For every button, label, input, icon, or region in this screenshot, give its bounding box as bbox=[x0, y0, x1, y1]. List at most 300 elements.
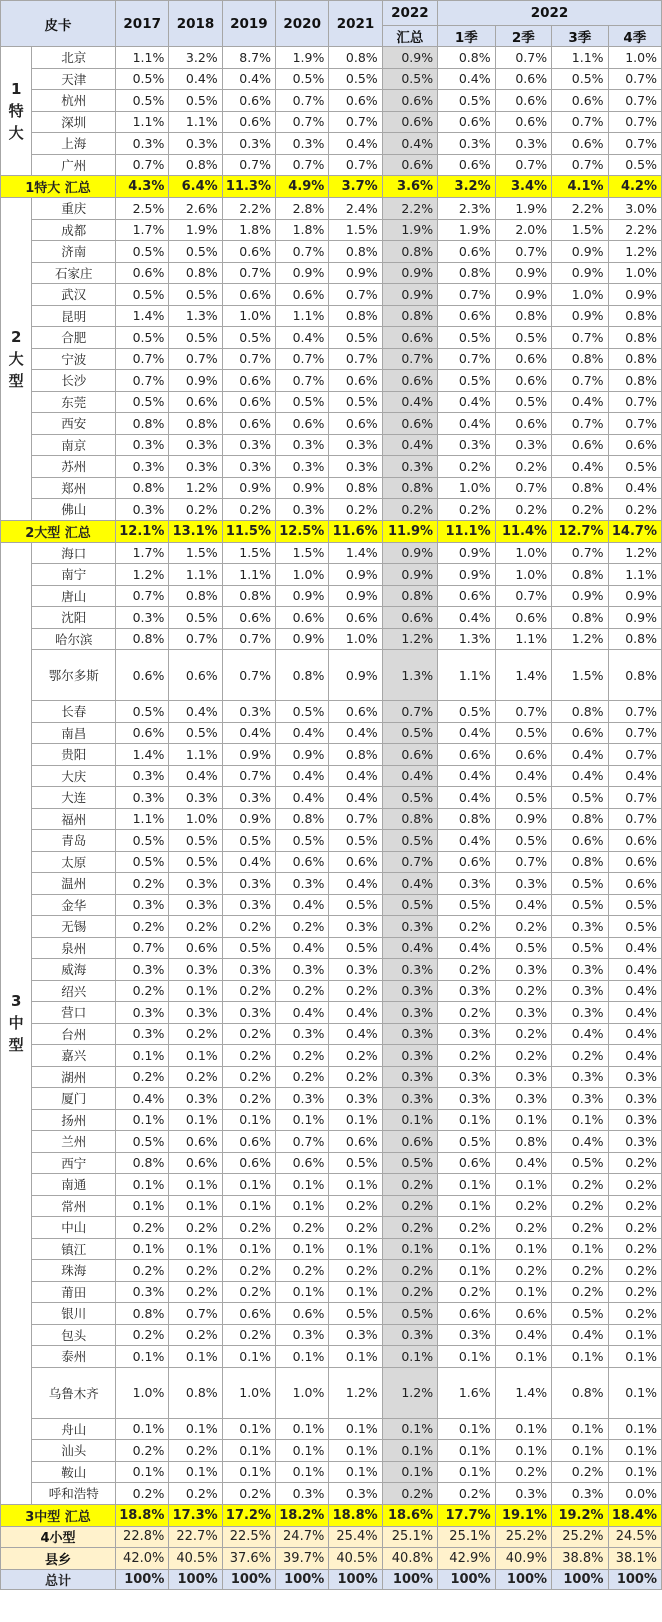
value-cell: 0.1% bbox=[329, 1281, 382, 1303]
value-cell: 0.7% bbox=[222, 628, 275, 650]
header-year-2017: 2017 bbox=[116, 1, 169, 47]
table-row bbox=[1, 585, 662, 607]
value-cell: 0.8% bbox=[382, 241, 437, 263]
header-quarter-2: 2季 bbox=[495, 26, 551, 47]
value-cell: 0.5% bbox=[116, 830, 169, 852]
value-cell: 0.1% bbox=[329, 1418, 382, 1440]
value-cell: 2.3% bbox=[438, 198, 496, 220]
value-cell: 0.1% bbox=[169, 1109, 222, 1131]
value-cell: 0.6% bbox=[222, 370, 275, 392]
value-cell: 0.2% bbox=[438, 916, 496, 938]
value-cell: 0.8% bbox=[382, 808, 437, 830]
value-cell: 0.2% bbox=[116, 1066, 169, 1088]
value-cell: 0.7% bbox=[116, 154, 169, 176]
header-quarter-4: 4季 bbox=[608, 26, 661, 47]
value-cell: 0.2% bbox=[608, 499, 661, 521]
value-cell: 0.3% bbox=[169, 1002, 222, 1024]
table-row bbox=[1, 894, 662, 916]
table-row bbox=[1, 1346, 662, 1368]
value-cell: 0.6% bbox=[329, 851, 382, 873]
value-cell: 0.2% bbox=[495, 1260, 551, 1282]
value-cell: 0.6% bbox=[382, 607, 437, 629]
value-cell: 0.1% bbox=[116, 1045, 169, 1067]
value-cell: 0.9% bbox=[222, 808, 275, 830]
city-name: 青岛 bbox=[32, 830, 116, 852]
value-cell: 0.3% bbox=[329, 434, 382, 456]
city-name: 莆田 bbox=[32, 1281, 116, 1303]
value-cell: 0.4% bbox=[608, 477, 661, 499]
value-cell: 0.1% bbox=[329, 1109, 382, 1131]
subtotal-value: 18.6% bbox=[382, 1504, 437, 1526]
value-cell: 0.3% bbox=[222, 787, 275, 809]
value-cell: 0.3% bbox=[495, 133, 551, 155]
value-cell: 0.3% bbox=[438, 1023, 496, 1045]
value-cell: 0.1% bbox=[608, 1367, 661, 1418]
value-cell: 0.3% bbox=[438, 434, 496, 456]
value-cell: 0.2% bbox=[116, 980, 169, 1002]
value-cell: 0.1% bbox=[276, 1346, 329, 1368]
table-row bbox=[1, 542, 662, 564]
value-cell: 0.8% bbox=[495, 1131, 551, 1153]
table-row bbox=[1, 68, 662, 90]
value-cell: 1.5% bbox=[276, 542, 329, 564]
value-cell: 0.2% bbox=[382, 1174, 437, 1196]
value-cell: 0.8% bbox=[329, 305, 382, 327]
table-row bbox=[1, 765, 662, 787]
value-cell: 0.2% bbox=[116, 1440, 169, 1462]
value-cell: 0.2% bbox=[169, 499, 222, 521]
value-cell: 0.2% bbox=[222, 1023, 275, 1045]
value-cell: 1.0% bbox=[495, 542, 551, 564]
band-value: 25.2% bbox=[552, 1526, 608, 1548]
value-cell: 0.7% bbox=[495, 701, 551, 723]
value-cell: 0.2% bbox=[276, 916, 329, 938]
value-cell: 0.3% bbox=[382, 1023, 437, 1045]
value-cell: 0.6% bbox=[276, 607, 329, 629]
value-cell: 0.3% bbox=[169, 894, 222, 916]
city-name: 大连 bbox=[32, 787, 116, 809]
value-cell: 0.7% bbox=[222, 765, 275, 787]
value-cell: 0.3% bbox=[382, 1088, 437, 1110]
value-cell: 0.1% bbox=[116, 1109, 169, 1131]
value-cell: 0.6% bbox=[495, 1303, 551, 1325]
value-cell: 0.3% bbox=[552, 959, 608, 981]
value-cell: 0.6% bbox=[329, 413, 382, 435]
value-cell: 0.4% bbox=[438, 830, 496, 852]
value-cell: 2.8% bbox=[276, 198, 329, 220]
value-cell: 0.1% bbox=[495, 1281, 551, 1303]
value-cell: 0.1% bbox=[169, 1238, 222, 1260]
value-cell: 0.9% bbox=[329, 650, 382, 701]
value-cell: 1.1% bbox=[222, 564, 275, 586]
value-cell: 1.2% bbox=[329, 1367, 382, 1418]
value-cell: 0.6% bbox=[222, 284, 275, 306]
value-cell: 0.7% bbox=[495, 851, 551, 873]
value-cell: 0.1% bbox=[222, 1195, 275, 1217]
band-value: 42.0% bbox=[116, 1548, 169, 1570]
value-cell: 0.5% bbox=[116, 1131, 169, 1153]
table-row bbox=[1, 722, 662, 744]
value-cell: 0.2% bbox=[552, 1217, 608, 1239]
table-row bbox=[1, 391, 662, 413]
value-cell: 0.2% bbox=[116, 873, 169, 895]
value-cell: 1.1% bbox=[169, 564, 222, 586]
value-cell: 1.9% bbox=[438, 219, 496, 241]
city-name: 合肥 bbox=[32, 327, 116, 349]
value-cell: 0.3% bbox=[116, 787, 169, 809]
value-cell: 0.1% bbox=[222, 1418, 275, 1440]
value-cell: 0.6% bbox=[222, 241, 275, 263]
value-cell: 0.7% bbox=[608, 133, 661, 155]
value-cell: 1.2% bbox=[116, 564, 169, 586]
value-cell: 0.5% bbox=[169, 284, 222, 306]
city-name: 宁波 bbox=[32, 348, 116, 370]
value-cell: 0.3% bbox=[276, 959, 329, 981]
value-cell: 0.8% bbox=[116, 1303, 169, 1325]
value-cell: 0.3% bbox=[495, 434, 551, 456]
subtotal-value: 4.9% bbox=[276, 176, 329, 198]
value-cell: 0.8% bbox=[169, 413, 222, 435]
band-value: 22.8% bbox=[116, 1526, 169, 1548]
value-cell: 0.9% bbox=[552, 585, 608, 607]
city-name: 上海 bbox=[32, 133, 116, 155]
table-row bbox=[1, 111, 662, 133]
value-cell: 0.7% bbox=[329, 348, 382, 370]
value-cell: 0.2% bbox=[608, 1281, 661, 1303]
value-cell: 0.2% bbox=[222, 1324, 275, 1346]
value-cell: 0.5% bbox=[495, 327, 551, 349]
value-cell: 0.1% bbox=[116, 1174, 169, 1196]
value-cell: 0.7% bbox=[552, 327, 608, 349]
value-cell: 1.0% bbox=[222, 1367, 275, 1418]
value-cell: 0.9% bbox=[382, 564, 437, 586]
value-cell: 0.4% bbox=[608, 980, 661, 1002]
value-cell: 0.7% bbox=[116, 348, 169, 370]
value-cell: 0.8% bbox=[169, 585, 222, 607]
value-cell: 0.5% bbox=[382, 1303, 437, 1325]
group-label-char: 特 bbox=[8, 102, 24, 120]
value-cell: 0.3% bbox=[382, 1324, 437, 1346]
value-cell: 1.0% bbox=[552, 284, 608, 306]
value-cell: 0.3% bbox=[495, 1088, 551, 1110]
value-cell: 0.5% bbox=[116, 68, 169, 90]
value-cell: 0.2% bbox=[169, 1324, 222, 1346]
value-cell: 0.2% bbox=[222, 1281, 275, 1303]
value-cell: 0.5% bbox=[382, 68, 437, 90]
value-cell: 0.4% bbox=[438, 765, 496, 787]
value-cell: 0.8% bbox=[382, 585, 437, 607]
value-cell: 0.2% bbox=[495, 1195, 551, 1217]
header-year-2021: 2021 bbox=[329, 1, 382, 47]
value-cell: 0.6% bbox=[608, 830, 661, 852]
value-cell: 0.9% bbox=[608, 284, 661, 306]
value-cell: 0.3% bbox=[329, 1483, 382, 1505]
value-cell: 0.5% bbox=[608, 456, 661, 478]
subtotal-value: 18.8% bbox=[329, 1504, 382, 1526]
value-cell: 0.6% bbox=[552, 133, 608, 155]
value-cell: 0.6% bbox=[495, 413, 551, 435]
value-cell: 0.6% bbox=[222, 111, 275, 133]
value-cell: 0.3% bbox=[222, 701, 275, 723]
table-row bbox=[1, 1152, 662, 1174]
city-name: 汕头 bbox=[32, 1440, 116, 1462]
value-cell: 0.5% bbox=[116, 284, 169, 306]
value-cell: 0.1% bbox=[382, 1461, 437, 1483]
table-row bbox=[1, 628, 662, 650]
value-cell: 0.9% bbox=[222, 744, 275, 766]
table-row bbox=[1, 1217, 662, 1239]
value-cell: 0.2% bbox=[552, 1281, 608, 1303]
table-row bbox=[1, 1303, 662, 1325]
total-value: 100% bbox=[276, 1569, 329, 1589]
value-cell: 0.5% bbox=[329, 894, 382, 916]
value-cell: 0.2% bbox=[608, 1152, 661, 1174]
city-name: 扬州 bbox=[32, 1109, 116, 1131]
total-value: 100% bbox=[608, 1569, 661, 1589]
city-name: 南通 bbox=[32, 1174, 116, 1196]
value-cell: 0.5% bbox=[552, 68, 608, 90]
table-row bbox=[1, 327, 662, 349]
value-cell: 0.5% bbox=[608, 916, 661, 938]
table-row bbox=[1, 1045, 662, 1067]
value-cell: 0.4% bbox=[495, 894, 551, 916]
value-cell: 0.6% bbox=[495, 68, 551, 90]
value-cell: 0.6% bbox=[382, 1131, 437, 1153]
value-cell: 0.8% bbox=[608, 305, 661, 327]
value-cell: 0.1% bbox=[382, 1440, 437, 1462]
value-cell: 0.3% bbox=[438, 873, 496, 895]
value-cell: 0.2% bbox=[382, 1483, 437, 1505]
value-cell: 2.2% bbox=[382, 198, 437, 220]
value-cell: 0.5% bbox=[276, 830, 329, 852]
table-row bbox=[1, 1367, 662, 1418]
subtotal-value: 12.7% bbox=[552, 520, 608, 542]
table-row bbox=[1, 808, 662, 830]
value-cell: 0.3% bbox=[608, 1109, 661, 1131]
value-cell: 1.8% bbox=[222, 219, 275, 241]
value-cell: 1.0% bbox=[116, 1367, 169, 1418]
value-cell: 0.3% bbox=[329, 1324, 382, 1346]
value-cell: 0.4% bbox=[169, 68, 222, 90]
group-label bbox=[1, 198, 32, 521]
value-cell: 0.1% bbox=[116, 1418, 169, 1440]
value-cell: 0.2% bbox=[116, 916, 169, 938]
value-cell: 1.1% bbox=[552, 47, 608, 69]
value-cell: 0.4% bbox=[276, 327, 329, 349]
value-cell: 0.6% bbox=[382, 111, 437, 133]
value-cell: 0.6% bbox=[438, 744, 496, 766]
value-cell: 0.2% bbox=[169, 916, 222, 938]
city-name: 昆明 bbox=[32, 305, 116, 327]
value-cell: 0.6% bbox=[276, 1303, 329, 1325]
city-name: 金华 bbox=[32, 894, 116, 916]
value-cell: 0.1% bbox=[222, 1238, 275, 1260]
value-cell: 0.3% bbox=[329, 1088, 382, 1110]
value-cell: 0.3% bbox=[329, 916, 382, 938]
header-2022-year: 2022 bbox=[382, 1, 437, 26]
table-row bbox=[1, 1483, 662, 1505]
value-cell: 0.1% bbox=[116, 1195, 169, 1217]
value-cell: 0.6% bbox=[276, 284, 329, 306]
value-cell: 0.8% bbox=[329, 47, 382, 69]
city-name: 贵阳 bbox=[32, 744, 116, 766]
value-cell: 0.3% bbox=[116, 765, 169, 787]
value-cell: 0.4% bbox=[552, 1131, 608, 1153]
value-cell: 0.2% bbox=[116, 1217, 169, 1239]
subtotal-value: 6.4% bbox=[169, 176, 222, 198]
table-row bbox=[1, 434, 662, 456]
value-cell: 0.7% bbox=[438, 348, 496, 370]
value-cell: 0.5% bbox=[608, 154, 661, 176]
value-cell: 0.3% bbox=[608, 1066, 661, 1088]
value-cell: 0.3% bbox=[169, 873, 222, 895]
group-label-char: 大 bbox=[8, 349, 24, 368]
value-cell: 0.1% bbox=[169, 1418, 222, 1440]
total-value: 100% bbox=[222, 1569, 275, 1589]
value-cell: 0.7% bbox=[116, 585, 169, 607]
value-cell: 0.2% bbox=[495, 980, 551, 1002]
table-row bbox=[1, 959, 662, 981]
band-value: 40.8% bbox=[382, 1548, 437, 1570]
city-name: 乌鲁木齐 bbox=[32, 1367, 116, 1418]
value-cell: 0.6% bbox=[329, 607, 382, 629]
value-cell: 0.6% bbox=[276, 413, 329, 435]
value-cell: 0.1% bbox=[222, 1461, 275, 1483]
value-cell: 0.9% bbox=[438, 542, 496, 564]
city-name: 呼和浩特 bbox=[32, 1483, 116, 1505]
table-row bbox=[1, 198, 662, 220]
city-name: 营口 bbox=[32, 1002, 116, 1024]
value-cell: 0.5% bbox=[116, 241, 169, 263]
subtotal-value: 11.4% bbox=[495, 520, 551, 542]
value-cell: 0.3% bbox=[116, 1281, 169, 1303]
value-cell: 0.2% bbox=[276, 1260, 329, 1282]
table-row bbox=[1, 650, 662, 701]
value-cell: 0.1% bbox=[222, 1174, 275, 1196]
table-row bbox=[1, 348, 662, 370]
value-cell: 0.6% bbox=[438, 241, 496, 263]
value-cell: 0.4% bbox=[438, 787, 496, 809]
value-cell: 0.3% bbox=[552, 1002, 608, 1024]
value-cell: 0.2% bbox=[438, 959, 496, 981]
value-cell: 0.3% bbox=[116, 456, 169, 478]
band-label: 县乡 bbox=[1, 1548, 116, 1570]
value-cell: 0.5% bbox=[169, 241, 222, 263]
value-cell: 0.7% bbox=[276, 154, 329, 176]
value-cell: 0.0% bbox=[608, 1483, 661, 1505]
value-cell: 0.6% bbox=[382, 370, 437, 392]
value-cell: 0.9% bbox=[438, 564, 496, 586]
table-row bbox=[1, 1281, 662, 1303]
city-name: 常州 bbox=[32, 1195, 116, 1217]
table-row bbox=[1, 873, 662, 895]
value-cell: 0.2% bbox=[608, 1260, 661, 1282]
value-cell: 0.5% bbox=[438, 894, 496, 916]
value-cell: 0.1% bbox=[276, 1195, 329, 1217]
subtotal-value: 11.9% bbox=[382, 520, 437, 542]
value-cell: 0.5% bbox=[495, 787, 551, 809]
value-cell: 0.8% bbox=[169, 1367, 222, 1418]
group-label-char: 中 bbox=[8, 1014, 24, 1032]
city-name: 中山 bbox=[32, 1217, 116, 1239]
table-row bbox=[1, 477, 662, 499]
value-cell: 0.6% bbox=[329, 370, 382, 392]
value-cell: 0.5% bbox=[329, 937, 382, 959]
value-cell: 0.7% bbox=[329, 154, 382, 176]
value-cell: 0.4% bbox=[329, 1002, 382, 1024]
value-cell: 0.8% bbox=[169, 262, 222, 284]
city-name: 成都 bbox=[32, 219, 116, 241]
value-cell: 0.4% bbox=[329, 873, 382, 895]
value-cell: 0.5% bbox=[552, 1303, 608, 1325]
value-cell: 0.2% bbox=[552, 1174, 608, 1196]
value-cell: 0.5% bbox=[552, 937, 608, 959]
city-name: 泰州 bbox=[32, 1346, 116, 1368]
group-label-char: 型 bbox=[8, 371, 24, 390]
value-cell: 0.3% bbox=[276, 1023, 329, 1045]
band-value: 40.9% bbox=[495, 1548, 551, 1570]
city-name: 沈阳 bbox=[32, 607, 116, 629]
value-cell: 0.3% bbox=[495, 873, 551, 895]
value-cell: 1.4% bbox=[329, 542, 382, 564]
value-cell: 0.3% bbox=[382, 1066, 437, 1088]
value-cell: 0.9% bbox=[552, 305, 608, 327]
value-cell: 0.5% bbox=[382, 722, 437, 744]
subtotal-row bbox=[1, 1504, 662, 1526]
value-cell: 0.8% bbox=[608, 628, 661, 650]
table-row bbox=[1, 305, 662, 327]
value-cell: 0.4% bbox=[438, 607, 496, 629]
band-value: 22.5% bbox=[222, 1526, 275, 1548]
value-cell: 0.3% bbox=[116, 1002, 169, 1024]
city-name: 东莞 bbox=[32, 391, 116, 413]
value-cell: 0.6% bbox=[382, 413, 437, 435]
value-cell: 3.0% bbox=[608, 198, 661, 220]
value-cell: 0.4% bbox=[382, 434, 437, 456]
value-cell: 0.6% bbox=[608, 873, 661, 895]
table-row bbox=[1, 607, 662, 629]
value-cell: 0.3% bbox=[169, 1088, 222, 1110]
subtotal-value: 11.6% bbox=[329, 520, 382, 542]
band-value: 24.5% bbox=[608, 1526, 661, 1548]
value-cell: 0.3% bbox=[382, 456, 437, 478]
value-cell: 0.1% bbox=[382, 1238, 437, 1260]
value-cell: 0.3% bbox=[438, 980, 496, 1002]
value-cell: 0.6% bbox=[169, 391, 222, 413]
value-cell: 0.4% bbox=[329, 787, 382, 809]
value-cell: 0.3% bbox=[276, 499, 329, 521]
value-cell: 0.5% bbox=[222, 327, 275, 349]
city-name: 北京 bbox=[32, 47, 116, 69]
value-cell: 3.2% bbox=[169, 47, 222, 69]
table-row bbox=[1, 1324, 662, 1346]
value-cell: 0.3% bbox=[222, 873, 275, 895]
value-cell: 0.7% bbox=[608, 808, 661, 830]
value-cell: 1.4% bbox=[116, 744, 169, 766]
subtotal-value: 4.1% bbox=[552, 176, 608, 198]
value-cell: 0.3% bbox=[276, 456, 329, 478]
value-cell: 1.5% bbox=[222, 542, 275, 564]
value-cell: 0.2% bbox=[608, 1238, 661, 1260]
city-name: 苏州 bbox=[32, 456, 116, 478]
value-cell: 0.2% bbox=[382, 499, 437, 521]
value-cell: 2.6% bbox=[169, 198, 222, 220]
value-cell: 0.5% bbox=[169, 327, 222, 349]
value-cell: 1.1% bbox=[169, 744, 222, 766]
value-cell: 0.1% bbox=[169, 1174, 222, 1196]
table-row bbox=[1, 1088, 662, 1110]
city-name: 西宁 bbox=[32, 1152, 116, 1174]
